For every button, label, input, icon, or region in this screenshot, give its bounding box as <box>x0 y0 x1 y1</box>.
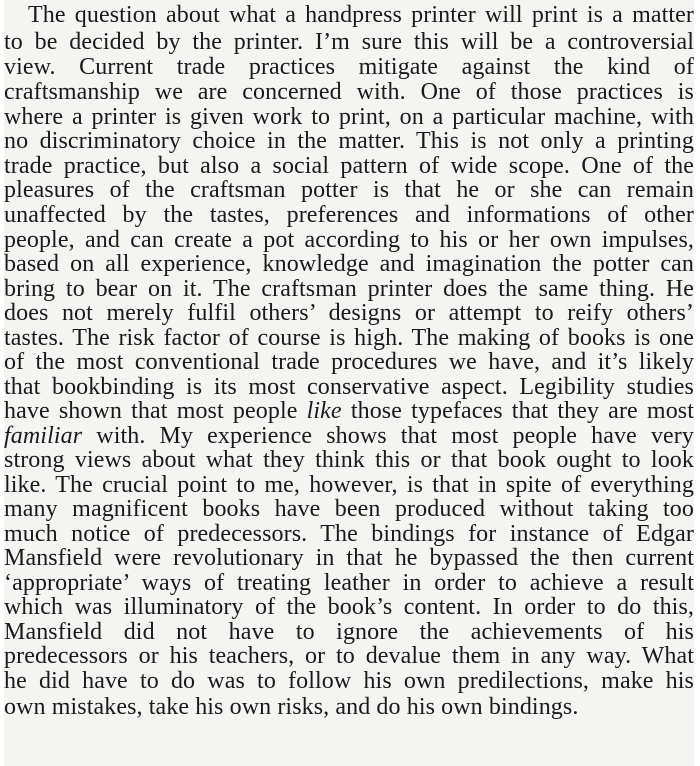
text-line-last: own mistakes, take his own risks, and do his own bindings. <box>4 694 579 720</box>
text-line: does not merely fulfil others’ designs or attempt to reify others’ <box>4 300 694 326</box>
text-line: many magnificent books have been produced without taking too <box>4 496 694 522</box>
text-line: bring to bear on it. The craftsman printer does the same thing. He <box>4 276 694 302</box>
text-line: Mansfield did not have to ignore the achievements of his <box>4 619 694 645</box>
text-line: like. The crucial point to me, however, is that in spite of everything <box>4 472 694 498</box>
text-run: have shown that most people <box>4 398 298 424</box>
text-line: view. Current trade practices mitigate against the kind of <box>4 54 694 80</box>
text-line: much notice of predecessors. The bindings for instance of Edgar <box>4 521 694 547</box>
text-line <box>4 398 694 425</box>
document-page <box>4 0 694 766</box>
text-line: where a printer is given work to print, on a particular machine, with <box>4 104 694 130</box>
italic-word: familiar <box>4 423 83 449</box>
text-line: strong views about what they think this or that book ought to look <box>4 447 694 473</box>
text-line: unaffected by the tastes, preferences and informations of other <box>4 202 694 228</box>
text-run: those typefaces that they are most <box>350 398 695 424</box>
text-line: trade practice, but also a social pattern of wide scope. One of the <box>4 153 694 179</box>
text-line: ‘appropriate’ ways of treating leather in order to achieve a result <box>4 570 694 596</box>
italic-word: like <box>306 398 342 424</box>
text-line: to be decided by the printer. I’m sure this will be a controversial <box>4 29 694 55</box>
text-line: that bookbinding is its most conservative aspect. Legibility studies <box>4 374 694 400</box>
text-line: based on all experience, knowledge and imagination the potter can <box>4 251 694 277</box>
text-line: craftsmanship we are concerned with. One of those practices is <box>4 79 694 105</box>
text-line: no discriminatory choice in the matter. This is not only a printing <box>4 128 694 154</box>
text-line: predecessors or his teachers, or to devalue them in any way. What <box>4 643 694 669</box>
text-line: Mansfield were revolutionary in that he bypassed the then current <box>4 545 694 571</box>
text-line: of the most conventional trade procedures we have, and it’s likely <box>4 349 694 375</box>
text-line: tastes. The risk factor of course is high. The making of books is one <box>4 325 694 351</box>
text-line: which was illuminatory of the book’s content. In order to do this, <box>4 594 694 620</box>
text-line: pleasures of the craftsman potter is that he or she can remain <box>4 177 694 203</box>
text-line: he did have to do was to follow his own predilections, make his <box>4 668 694 694</box>
text-line: people, and can create a pot according to his or her own impulses, <box>4 227 694 253</box>
text-line: The question about what a handpress printer will print is a matter <box>28 2 694 28</box>
text-run: with. My experience shows that most people have very <box>96 423 694 449</box>
text-line <box>4 423 694 450</box>
